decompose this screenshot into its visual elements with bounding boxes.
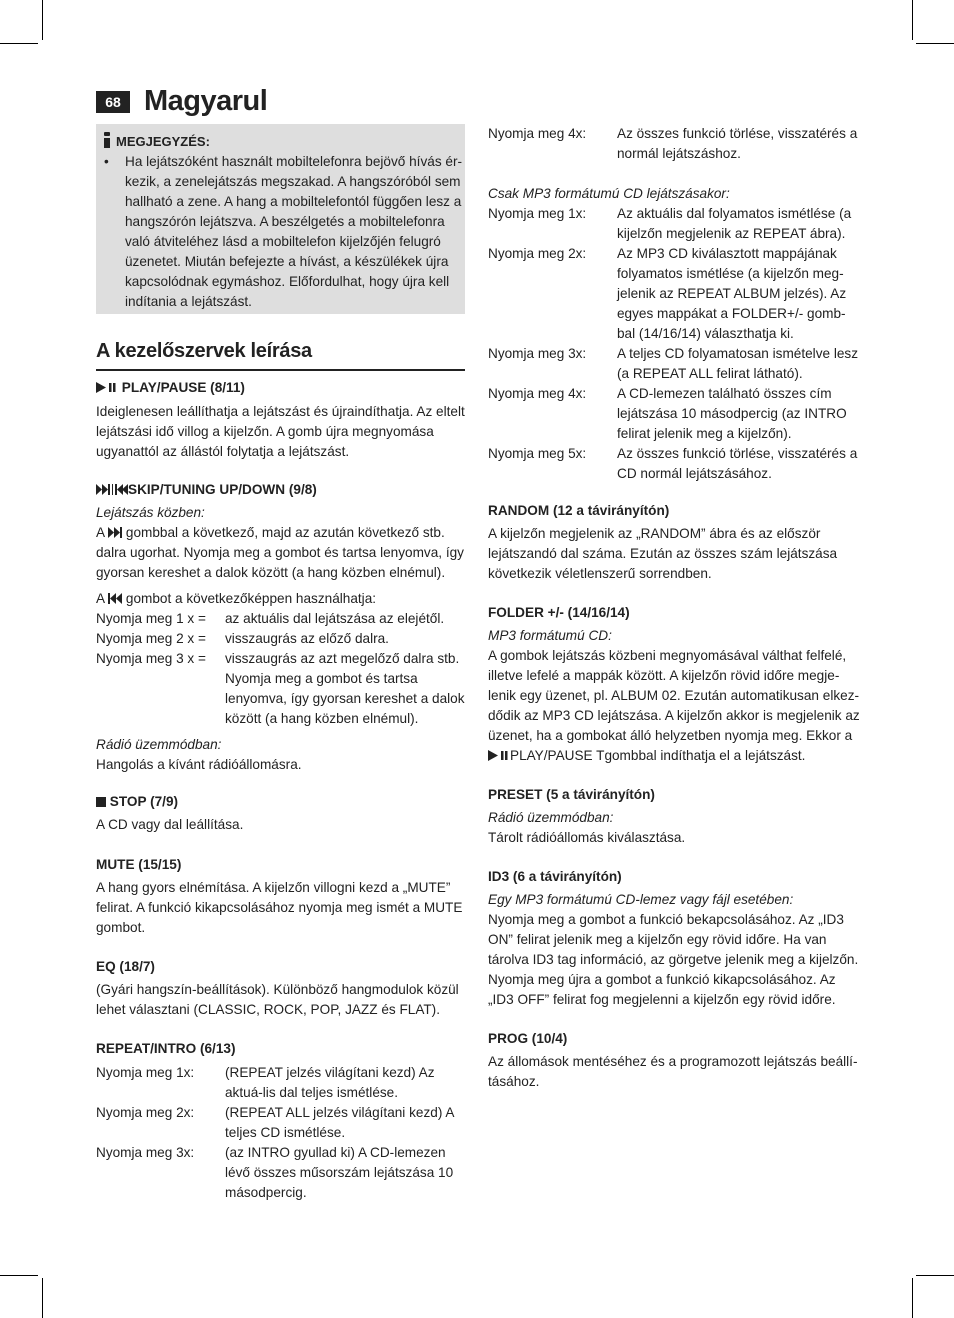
- stop-heading: STOP (7/9): [96, 792, 466, 812]
- repeat-row: Nyomja meg 4x: Az összes funkció törlése, visszatérés a normál lejátszáshoz.: [488, 126, 858, 161]
- info-icon: [102, 132, 112, 148]
- prog-section: [488, 1029, 860, 1092]
- random-text: A kijelzőn megjelenik az „RANDOM” ábra és az először lejátszandó dal száma. Ezután az összes szám lejátszása következik véletlenszerű sorrendben.: [488, 526, 838, 581]
- skip-paragraph-2: A gombot a következőképpen használhatja:: [96, 591, 377, 606]
- mp3-row: Nyomja meg 5x: Az összes funkció törlése, visszatérés a CD normál lejátszásához.: [488, 446, 858, 481]
- id3-section: [488, 867, 860, 1010]
- repeat-continued: [488, 124, 860, 484]
- prog-text: Az állomások mentéséhez és a programozott lejátszás beállí-tásához.: [488, 1054, 858, 1089]
- page-title: Magyarul: [144, 85, 268, 117]
- id3-text: Nyomja meg a gombot a funkció bekapcsolásához. Az „ID3 ON” felirat jelenik meg a kijelzőn egy rövid időre. Ha van tárolva ID3 tag információ, az görgetve jelenik meg a kijelzőn. Nyomja meg újra a gombot a funkció kikapcsolásához. Az „ID3 OFF” felirat fog megjelenni a kijelzőn egy rövid időre.: [488, 912, 859, 1007]
- bullet: •: [104, 154, 109, 169]
- radio-subheading: Rádió üzemmódban:: [96, 737, 222, 752]
- repeat-row: Nyomja meg 2x: (REPEAT ALL jelzés világítani kezd) A teljes CD ismétlése.: [96, 1105, 454, 1140]
- random-section: [488, 501, 860, 584]
- id3-heading: ID3 (6 a távirányítón): [488, 869, 622, 884]
- preset-subheading: Rádió üzemmódban:: [488, 810, 614, 825]
- skip-row: Nyomja meg 1 x = az aktuális dal lejátszása az elejétől.: [96, 611, 445, 626]
- section-title: A kezelőszervek leírása: [96, 340, 312, 362]
- random-heading: RANDOM (12 a távirányítón): [488, 503, 670, 518]
- folder-text: A gombok lejátszás közbeni megnyomásával válthat felfelé, illetve lefelé a mappák között. A kijelzőn rövid időre megje-lenik egy üzenet, pl. ALBUM 02. Ezután automatikusan elkez-dődik az MP3 CD lejátszása. A kijelzőn akkor is megjelenik az üzenet, ha a gombokat álló helyzetben nyomja meg. Ekkor a PLAY/PAUSE Tgombbal indíthatja el a lejátszást.: [488, 648, 860, 763]
- preset-text: Tárolt rádióállomás kiválasztása.: [488, 830, 686, 845]
- skip-paragraph-1: A gombbal a következő, majd az azután következő stb. dalra ugorhat. Nyomja meg a gombot és tartsa lenyomva, így gyorsan kereshet a dalok között (a hang közben elnémul).: [96, 525, 464, 580]
- play-pause-heading: PLAY/PAUSE (8/11): [96, 378, 466, 398]
- crop-mark: [912, 0, 913, 40]
- folder-heading: FOLDER +/- (14/16/14): [488, 605, 630, 620]
- preset-section: [488, 785, 860, 848]
- stop-icon: [96, 797, 106, 807]
- stop-section: [96, 792, 466, 835]
- play-pause-icon: [488, 750, 510, 761]
- crop-mark: [912, 1278, 913, 1318]
- mute-section: [96, 855, 466, 938]
- skip-row: Nyomja meg 3 x = visszaugrás az azt megelőző dalra stb. Nyomja meg a gombot és tartsa lenyomva, így gyorsan kereshet a dalok között (a hang közben elnémul).: [96, 651, 465, 726]
- skip-section: [96, 480, 466, 775]
- skip-heading: SKIP/TUNING UP/DOWN (9/8): [96, 480, 466, 500]
- repeat-row: Nyomja meg 1x: (REPEAT jelzés világítani kezd) Az aktuá-lis dal teljes ismétlése.: [96, 1065, 435, 1100]
- mp3-row: Nyomja meg 4x: A CD-lemezen található összes cím lejátszása 10 másodpercig (az INTRO felirat jelenik meg a kijelzőn).: [488, 386, 847, 441]
- crop-mark: [42, 1278, 43, 1318]
- repeat-section: [96, 1039, 466, 1203]
- mute-text: A hang gyors elnémítása. A kijelzőn villogni kezd a „MUTE” felirat. A funkció kikapcsolásához nyomja meg ismét a MUTE gombot.: [96, 880, 463, 935]
- note-heading: MEGJEGYZÉS:: [102, 132, 210, 149]
- mute-heading: MUTE (15/15): [96, 857, 182, 872]
- play-pause-icon: [96, 382, 118, 393]
- note-box: [96, 124, 465, 314]
- crop-mark: [42, 0, 43, 40]
- crop-mark: [916, 1275, 954, 1276]
- note-text: Ha lejátszóként használt mobiltelefonra bejövő hívás ér-kezik, a zenelejátszás megszakad. A hangszóróból sem hallható a zene. A hang a mobiltelefontól függően lesz a hangszórón lejátszva. A beszélgetés a mobiltelefonra való átviteléhez lásd a mobiltelefon kijelzőjén felugró üzenetet. Miután befejezte a hívást, a készülékek újra kapcsolódnak egymáshoz. Előfordulhat, hogy újra kell indítania a lejátszást.: [125, 154, 463, 309]
- eq-heading: EQ (18/7): [96, 959, 155, 974]
- repeat-heading: REPEAT/INTRO (6/13): [96, 1041, 236, 1056]
- play-pause-text: Ideiglenesen leállíthatja a lejátszást és újraindíthatja. Az eltelt lejátszási idő villog a kijelzőn. A gomb újra megnyomása ugyanattól az állástól folytatja a lejátszást.: [96, 404, 465, 459]
- preset-heading: PRESET (5 a távirányítón): [488, 787, 655, 802]
- skip-row: Nyomja meg 2 x = visszaugrás az előző dalra.: [96, 631, 389, 646]
- crop-mark: [0, 1275, 38, 1276]
- mp3-row: Nyomja meg 2x: Az MP3 CD kiválasztott mappájának folyamatos ismétlése (a kijelzőn meg-jelenik az REPEAT ALBUM jelzés). Az egyes mappákat a FOLDER+/- gomb-bal (14/16/14) választhatja ki.: [488, 246, 847, 341]
- mp3-subheading: Csak MP3 formátumú CD lejátszásakor:: [488, 186, 730, 201]
- crop-mark: [0, 43, 38, 44]
- mp3-row: Nyomja meg 1x: Az aktuális dal folyamatos ismétlése (a kijelzőn megjelenik az REPEAT ábra).: [488, 206, 852, 241]
- skip-icon: [96, 484, 128, 495]
- id3-subheading: Egy MP3 formátumú CD-lemez vagy fájl esetében:: [488, 892, 794, 907]
- repeat-row: Nyomja meg 3x: (az INTRO gyullad ki) A CD-lemezen lévő összes műsorszám lejátszása 10 másodpercig.: [96, 1145, 454, 1200]
- prog-heading: PROG (10/4): [488, 1031, 568, 1046]
- section-divider: [96, 369, 465, 371]
- folder-subheading: MP3 formátumú CD:: [488, 628, 612, 643]
- skip-forward-icon: [108, 527, 122, 538]
- skip-back-icon: [108, 593, 122, 604]
- crop-mark: [916, 43, 954, 44]
- eq-section: [96, 957, 466, 1020]
- radio-text: Hangolás a kívánt rádióállomásra.: [96, 757, 302, 772]
- mp3-row: Nyomja meg 3x: A teljes CD folyamatosan ismételve lesz (a REPEAT ALL felirat látható).: [488, 346, 859, 381]
- skip-subheading: Lejátszás közben:: [96, 505, 205, 520]
- folder-section: [488, 603, 860, 766]
- eq-text: (Gyári hangszín-beállítások). Különböző hangmodulok közül lehet választani (CLASSIC, ROCK, POP, JAZZ és FLAT).: [96, 982, 459, 1017]
- page-number: 68: [96, 91, 130, 113]
- stop-text: A CD vagy dal leállítása.: [96, 817, 244, 832]
- play-pause-section: [96, 378, 466, 462]
